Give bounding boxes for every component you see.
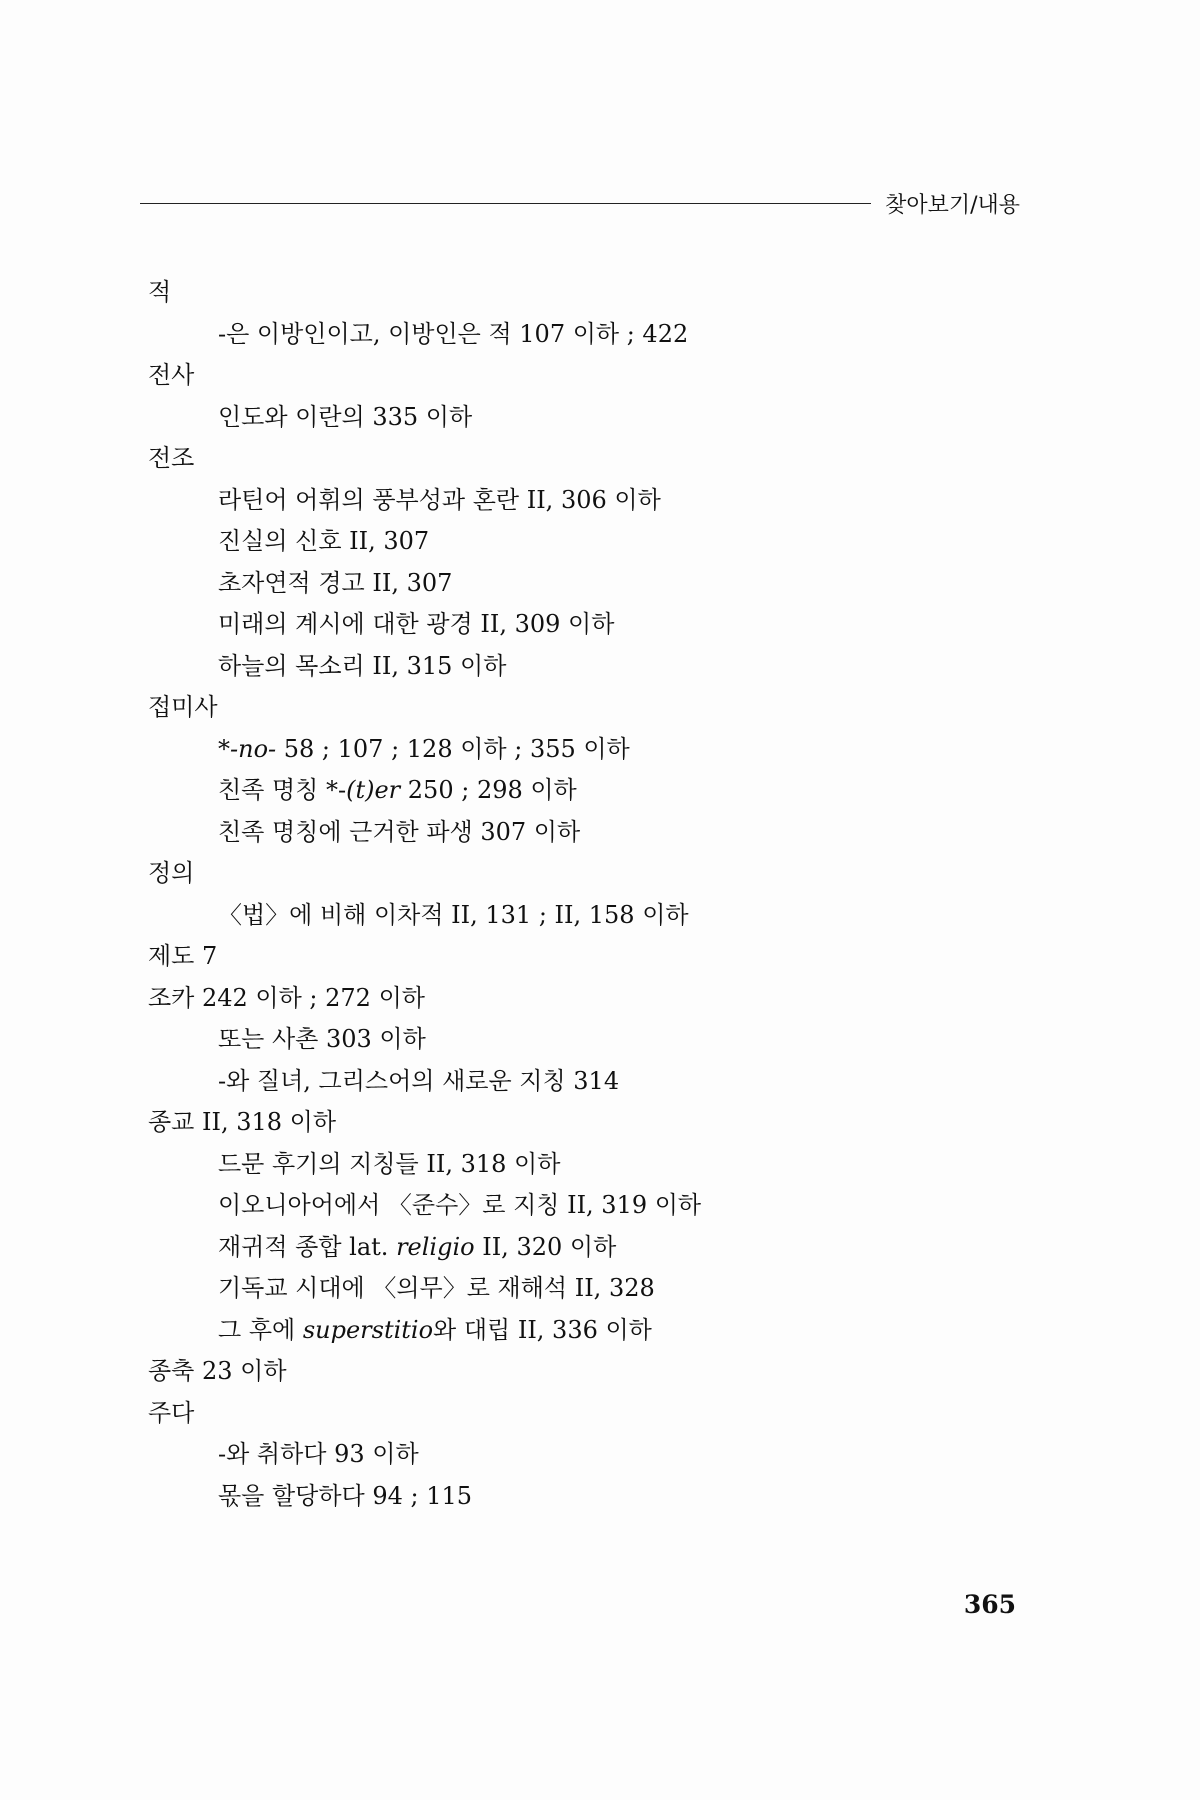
index-term: 제도 7: [148, 942, 218, 970]
index-entry: [148, 687, 1048, 853]
index-term: 접미사: [148, 693, 218, 721]
index-term: 종축 23 이하: [148, 1357, 287, 1385]
header-title: 찾아보기/내용: [885, 192, 1020, 218]
index-term: 전조: [148, 444, 195, 472]
index-subentry: -와 취하다 93 이하: [218, 1440, 419, 1468]
index-subentry: 진실의 신호 II, 307: [218, 527, 430, 555]
index-subentry: 기독교 시대에 〈의무〉로 재해석 II, 328: [218, 1274, 655, 1302]
index-subentry: 〈법〉에 비해 이차적 II, 131 ; II, 158 이하: [218, 900, 689, 929]
index-entry: [148, 355, 1048, 438]
index-subentry: 또는 사촌 303 이하: [218, 1025, 426, 1053]
index-entry: [148, 853, 1048, 936]
index-list: [148, 272, 1048, 1517]
index-term: 종교 II, 318 이하: [148, 1108, 337, 1136]
index-entry: [148, 1393, 1048, 1518]
index-subentry: -와 질녀, 그리스어의 새로운 지칭 314: [218, 1066, 620, 1095]
page-number: 365: [963, 1590, 1016, 1619]
index-entry: [148, 1102, 1048, 1351]
index-subentry: *-no- 58 ; 107 ; 128 이하 ; 355 이하: [218, 734, 630, 763]
index-subentry: 이오니아어에서 〈준수〉로 지칭 II, 319 이하: [218, 1191, 702, 1219]
index-subentry: 인도와 이란의 335 이하: [218, 402, 473, 431]
index-subentry: 미래의 계시에 대한 광경 II, 309 이하: [218, 610, 615, 638]
index-subentry: 재귀적 종합 lat. religio II, 320 이하: [218, 1232, 617, 1261]
index-term: 조카 242 이하 ; 272 이하: [148, 983, 425, 1012]
index-subentry: -은 이방인이고, 이방인은 적 107 이하 ; 422: [218, 319, 689, 348]
index-entry: [148, 438, 1048, 687]
index-entry: [148, 1351, 1048, 1393]
index-entry: [148, 272, 1048, 355]
index-subentry: 하늘의 목소리 II, 315 이하: [218, 651, 507, 680]
index-term: 정의: [148, 859, 195, 887]
index-subentry: 친족 명칭에 근거한 파생 307 이하: [218, 817, 581, 846]
index-subentry: 라틴어 어휘의 풍부성과 혼란 II, 306 이하: [218, 485, 661, 514]
index-subentry: 그 후에 superstitio와 대립 II, 336 이하: [218, 1315, 652, 1344]
index-term: 전사: [148, 361, 195, 389]
index-entry: [148, 936, 1048, 978]
running-header: [140, 188, 1020, 218]
index-subentry: 드문 후기의 지칭들 II, 318 이하: [218, 1149, 561, 1178]
header-rule: [140, 203, 871, 204]
index-subentry: 친족 명칭 *-(t)er 250 ; 298 이하: [218, 776, 577, 804]
index-subentry: 초자연적 경고 II, 307: [218, 568, 453, 597]
index-term: 적: [148, 278, 172, 306]
index-entry: [148, 978, 1048, 1103]
index-term: 주다: [148, 1398, 195, 1427]
index-subentry: 몫을 할당하다 94 ; 115: [218, 1481, 473, 1510]
